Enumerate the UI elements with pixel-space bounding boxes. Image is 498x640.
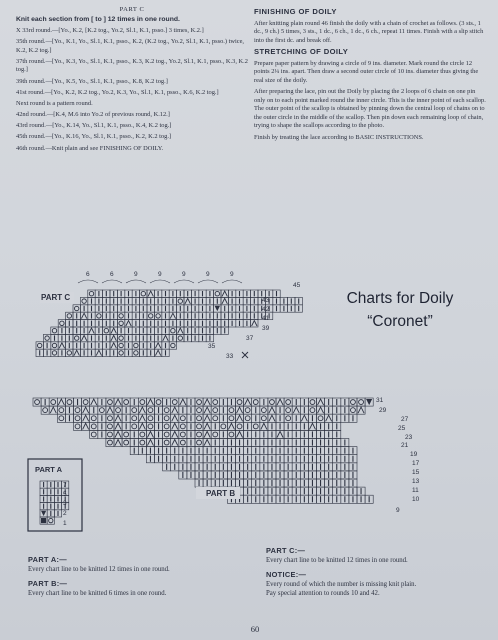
notice-line-2: Pay special attention to rounds 10 and 42. — [266, 590, 380, 597]
yarn-over-symbol — [119, 336, 123, 340]
round-39: 39th round.—[Yo., K.5, Yo., Sl.1, K.1, psso., K.8, K.2 tog.] — [16, 77, 168, 85]
yarn-over-symbol — [132, 408, 137, 413]
yarn-over-symbol — [140, 400, 145, 405]
decrease-symbol — [301, 415, 307, 421]
decrease-symbol — [293, 407, 299, 413]
decrease-symbol — [204, 415, 210, 421]
yarn-over-symbol — [253, 424, 258, 429]
decrease-symbol — [222, 291, 227, 296]
part-b-row-number: 11 — [412, 487, 419, 494]
yarn-over-symbol — [213, 416, 218, 421]
yarn-over-symbol — [171, 328, 175, 332]
round-46: 46th round.—Knit plain and see FINISHING OF DOILY. — [16, 144, 164, 152]
yarn-over-symbol — [43, 408, 48, 413]
yarn-over-symbol — [237, 400, 242, 405]
part-a-note-heading: PART A:— — [28, 555, 67, 564]
yarn-over-symbol — [197, 440, 202, 445]
yarn-over-symbol — [91, 424, 96, 429]
yarn-over-symbol — [59, 408, 64, 413]
yarn-over-symbol — [119, 321, 123, 325]
part-c-row-number: 43 — [262, 297, 270, 304]
yarn-over-symbol — [116, 408, 121, 413]
decrease-symbol — [204, 431, 210, 437]
notice-heading: NOTICE:— — [266, 570, 307, 579]
part-b-row-number: 10 — [412, 496, 420, 503]
yarn-over-symbol — [148, 424, 153, 429]
part-c-brace — [222, 280, 242, 283]
decrease-symbol — [172, 440, 178, 446]
yarn-over-symbol — [213, 432, 218, 437]
decrease-symbol — [269, 407, 275, 413]
part-b-row-number: 17 — [412, 460, 420, 467]
part-b-row-number: 13 — [412, 478, 420, 485]
yarn-over-symbol — [197, 424, 202, 429]
yarn-over-symbol — [156, 400, 161, 405]
round-45: 45th round.—[Yo., K.16, Yo., Sl.1, K.1, psso., K.2, K.2 tog.] — [16, 133, 172, 141]
yarn-over-symbol — [67, 400, 72, 405]
decrease-symbol — [115, 423, 121, 429]
part-c-brace — [78, 280, 98, 283]
part-b-row-number: 29 — [379, 407, 387, 414]
decrease-symbol — [204, 423, 210, 429]
page-number: 60 — [250, 624, 260, 634]
part-b-row-number: 27 — [401, 416, 409, 423]
yarn-over-symbol — [197, 408, 202, 413]
filled-symbol — [41, 518, 46, 523]
stretching-text-1: Prepare paper pattern by drawing a circle of 9 ins. diameter. Mark round the circle 12 points 2¼ ins. apart. Then draw a second outer circle of 10 ins. diameter thus giving the real size of the doily. — [254, 59, 479, 84]
yarn-over-symbol — [286, 400, 291, 405]
round-43: 43rd round.—[Yo., K.14, Yo., Sl.1, K.1, psso., K.4, K.2 tog.] — [16, 122, 172, 130]
yarn-over-symbol — [37, 343, 41, 347]
yarn-over-symbol — [171, 343, 175, 347]
decrease-symbol — [83, 415, 89, 421]
decrease-symbol — [326, 415, 332, 421]
yarn-over-symbol — [221, 424, 226, 429]
decrease-symbol — [318, 407, 324, 413]
decrease-symbol — [83, 423, 89, 429]
yarn-over-symbol — [59, 416, 64, 421]
part-a-row-number: 2 — [63, 510, 67, 517]
part-c-brace — [102, 280, 122, 283]
yarn-over-symbol — [172, 400, 177, 405]
part-c-count: 6 — [110, 271, 114, 278]
part-b-note-heading: PART B:— — [28, 579, 68, 588]
decrease-symbol — [89, 328, 94, 333]
yarn-over-symbol — [83, 400, 88, 405]
yarn-over-symbol — [67, 314, 71, 318]
yarn-over-symbol — [75, 408, 80, 413]
decrease-symbol — [83, 407, 89, 413]
decrease-symbol — [115, 431, 121, 437]
yarn-over-symbol — [140, 432, 145, 437]
part-c-count: 9 — [158, 271, 162, 278]
yarn-over-symbol — [119, 314, 123, 318]
yarn-over-symbol — [104, 328, 108, 332]
yarn-over-symbol — [229, 416, 234, 421]
yarn-over-symbol — [229, 408, 234, 413]
decrease-symbol — [204, 399, 210, 405]
part-c-chart — [36, 271, 302, 360]
yarn-over-symbol — [164, 440, 169, 445]
decrease-symbol — [111, 335, 116, 340]
round-35: 35th round.—[Yo., K.1, Yo., Sl.1, K.1, psso., K.2, (K.2 tog., Yo.2, Sl.1, K.1, psso.) twice, K.2, K.2 tog.] — [16, 37, 245, 54]
yarn-over-symbol — [197, 416, 202, 421]
round-37: 37th round.—[Yo., K.3, Yo., Sl.1, K.1, psso., K.3, K.2 tog., Yo.2, Sl.1, K.1, psso., K.3, K.2 tog.] — [16, 57, 248, 74]
part-c-count: 9 — [134, 271, 138, 278]
decrease-symbol — [126, 321, 131, 326]
yarn-over-symbol — [197, 432, 202, 437]
decrease-symbol — [155, 350, 160, 355]
decrease-symbol — [172, 431, 178, 437]
yarn-over-symbol — [108, 432, 113, 437]
yarn-over-symbol — [89, 291, 93, 295]
yarn-over-symbol — [132, 416, 137, 421]
yarn-over-symbol — [75, 416, 80, 421]
yarn-over-symbol — [35, 400, 40, 405]
yarn-over-symbol — [52, 343, 56, 347]
notes-left — [28, 555, 248, 598]
decrease-symbol — [318, 399, 324, 405]
notice-line-1: Every round of which the number is missing knit plain. — [266, 580, 417, 588]
yarn-over-symbol — [108, 424, 113, 429]
yarn-over-symbol — [108, 400, 113, 405]
stretching-heading: STRETCHING OF DOILY — [254, 46, 349, 56]
decrease-symbol — [96, 350, 101, 355]
decrease-symbol — [172, 423, 178, 429]
yarn-over-symbol — [132, 424, 137, 429]
yarn-over-symbol — [140, 440, 145, 445]
yarn-over-symbol — [91, 432, 96, 437]
yarn-over-symbol — [156, 314, 160, 318]
yarn-over-symbol — [213, 400, 218, 405]
yarn-over-symbol — [237, 424, 242, 429]
yarn-over-symbol — [164, 432, 169, 437]
round-33: X 33rd round.—[Yo., K.2, [K.2 tog., Yo.2, Sl.1, K.1, psso.] 3 times, K.2.] — [16, 26, 204, 34]
decrease-symbol — [91, 399, 97, 405]
decrease-symbol — [147, 431, 153, 437]
decrease-symbol — [228, 423, 234, 429]
yarn-over-symbol — [318, 416, 323, 421]
decrease-symbol — [172, 415, 178, 421]
part-c-count: 9 — [182, 271, 186, 278]
yarn-over-symbol — [119, 351, 123, 355]
decrease-symbol — [115, 415, 121, 421]
yarn-over-symbol — [124, 432, 129, 437]
decrease-symbol — [277, 431, 283, 437]
next-round-note: Next round is a pattern round. — [16, 99, 93, 107]
yarn-over-symbol — [213, 408, 218, 413]
yarn-over-symbol — [49, 518, 53, 522]
yarn-over-symbol — [261, 408, 266, 413]
stretching-text-3: Finish by treating the lace according to BASIC INSTRUCTIONS. — [254, 133, 424, 141]
decrease-symbol — [170, 313, 175, 318]
yarn-over-symbol — [108, 416, 113, 421]
decrease-symbol — [58, 399, 64, 405]
yarn-over-symbol — [67, 351, 71, 355]
part-c-brace — [198, 280, 218, 283]
part-c-row-number: 45 — [293, 282, 301, 289]
decrease-symbol — [178, 328, 183, 333]
part-b-row-number: 25 — [398, 425, 406, 432]
yarn-over-symbol — [245, 416, 250, 421]
part-c-row-number: 35 — [208, 343, 216, 350]
decrease-symbol — [147, 399, 153, 405]
yarn-over-symbol — [286, 416, 291, 421]
part-b-note: Every chart line to be knitted 6 times in one round. — [28, 589, 167, 597]
yarn-over-symbol — [97, 314, 101, 318]
part-a-row-number: 5 — [63, 491, 67, 498]
part-b-row-number: 9 — [396, 507, 400, 514]
yarn-over-symbol — [148, 416, 153, 421]
decrease-symbol — [139, 423, 145, 429]
decrease-symbol — [237, 431, 243, 437]
decrease-symbol — [163, 335, 168, 340]
part-c-row-number: 42 — [262, 306, 270, 313]
decrease-symbol — [245, 399, 251, 405]
yarn-over-symbol — [52, 328, 56, 332]
yarn-over-symbol — [215, 291, 219, 295]
yarn-over-symbol — [359, 400, 364, 405]
part-c-note: Every chart line to be knitted 12 times in one round. — [266, 556, 408, 564]
finishing-text: After knitting plain round 46 finish the doily with a chain of crochet as follows. (3 sts., 1 dc., 9 ch.) 5 times, 3 sts., 1 dc., 6 ch., 1 dc., 6 ch., repeat 11 times. Finish with a slip stitch into the first dc. and break off. — [254, 19, 484, 44]
decrease-symbol — [81, 313, 86, 318]
decrease-symbol — [74, 350, 79, 355]
yarn-over-symbol — [178, 299, 182, 303]
yarn-over-symbol — [74, 336, 78, 340]
part-a-row-number: 7 — [63, 482, 67, 489]
decrease-symbol — [59, 343, 64, 348]
part-b-row-number: 23 — [405, 434, 413, 441]
yarn-over-symbol — [180, 424, 185, 429]
yarn-over-symbol — [141, 291, 145, 295]
yarn-over-symbol — [82, 299, 86, 303]
decrease-symbol — [222, 298, 227, 303]
decrease-symbol — [111, 343, 116, 348]
yarn-over-symbol — [124, 400, 129, 405]
yarn-over-symbol — [253, 400, 258, 405]
yarn-over-symbol — [124, 440, 129, 445]
yarn-over-symbol — [310, 400, 315, 405]
part-c-brace — [150, 280, 170, 283]
part-a-note: Every chart line to be knitted 12 times in one round. — [28, 565, 170, 573]
decrease-symbol — [204, 440, 210, 446]
charts-title: Charts for Doily — [346, 290, 454, 307]
part-c-row-number: 37 — [246, 335, 254, 342]
yarn-over-symbol — [45, 336, 49, 340]
yarn-over-symbol — [91, 416, 96, 421]
increase-symbol — [366, 399, 372, 405]
part-b-chart — [33, 397, 420, 514]
part-c-label: PART C — [41, 293, 71, 302]
decrease-symbol — [237, 407, 243, 413]
part-c-row-number: 39 — [262, 325, 270, 332]
decrease-symbol — [204, 407, 210, 413]
yarn-over-symbol — [164, 408, 169, 413]
yarn-over-symbol — [164, 416, 169, 421]
yarn-over-symbol — [164, 424, 169, 429]
decrease-symbol — [252, 321, 257, 326]
part-b-row-number: 31 — [376, 397, 384, 404]
decrease-symbol — [269, 415, 275, 421]
yarn-over-symbol — [60, 321, 64, 325]
yarn-over-symbol — [180, 440, 185, 445]
part-a-row-number: 3 — [63, 500, 67, 507]
round-41: 41st round.—[Yo., K.2, K.2 tog., Yo.2, K.3, Yo., Sl.1, K.1, psso., K.6, K.2 tog.] — [16, 88, 219, 96]
yarn-over-symbol — [75, 424, 80, 429]
part-c-row-number: 41 — [262, 315, 270, 322]
decrease-symbol — [111, 328, 116, 333]
yarn-over-symbol — [52, 351, 56, 355]
decrease-symbol — [172, 407, 178, 413]
notes-right — [266, 546, 488, 599]
decrease-symbol — [155, 343, 160, 348]
yarn-over-symbol — [119, 343, 123, 347]
part-c-count: 9 — [230, 271, 234, 278]
decrease-symbol — [81, 335, 86, 340]
yarn-over-symbol — [351, 408, 356, 413]
yarn-over-symbol — [180, 432, 185, 437]
part-c-count: 6 — [86, 271, 90, 278]
part-a-chart — [28, 459, 82, 531]
yarn-over-symbol — [134, 351, 138, 355]
increase-symbol — [41, 511, 46, 516]
increase-symbol — [215, 306, 220, 311]
part-b-row-number: 19 — [410, 451, 418, 458]
yarn-over-symbol — [74, 306, 78, 310]
part-a-row-number: 1 — [63, 520, 67, 527]
yarn-over-symbol — [261, 416, 266, 421]
yarn-over-symbol — [270, 400, 275, 405]
yarn-over-symbol — [99, 408, 104, 413]
decrease-symbol — [50, 407, 56, 413]
yarn-over-symbol — [134, 343, 138, 347]
yarn-over-symbol — [310, 408, 315, 413]
yarn-over-symbol — [108, 440, 113, 445]
yarn-over-symbol — [148, 408, 153, 413]
decrease-symbol — [107, 407, 113, 413]
decrease-symbol — [139, 407, 145, 413]
part-c-intro: Knit each section from [ to ] 12 times in one round. — [16, 15, 180, 23]
decrease-symbol — [185, 298, 190, 303]
part-b-label: PART B — [206, 489, 236, 498]
yarn-over-symbol — [180, 416, 185, 421]
yarn-over-symbol — [148, 314, 152, 318]
yarn-over-symbol — [197, 400, 202, 405]
part-c-heading: PART C — [119, 6, 145, 13]
decrease-symbol — [237, 415, 243, 421]
decrease-symbol — [115, 399, 121, 405]
part-a-label: PART A — [35, 465, 63, 474]
part-c-note-heading: PART C:— — [266, 546, 306, 555]
finishing-heading: FINISHING OF DOILY — [254, 7, 337, 16]
yarn-over-symbol — [178, 336, 182, 340]
decrease-symbol — [358, 407, 364, 413]
decrease-symbol — [309, 423, 315, 429]
round-42: 42nd round.—[K.4, M.6 into Yo.2 of previous round, K.12.] — [16, 111, 170, 119]
stretching-text-2: After preparing the lace, pin out the Doily by placing the 2 loops of 6 chain on one pin only on to each point marked round the inner circle. This is the inner point of each scallop. The outer point of the scallop is obtained by pinning down the central loop of chains on to the outer circle in the middle of the scallop. Then pin down each remaining loop of chain, trying to shape the scallops according to the photo. — [254, 87, 486, 130]
charts-subtitle: “Coronet” — [367, 313, 433, 330]
yarn-over-symbol — [229, 432, 234, 437]
part-c-brace — [126, 280, 146, 283]
yarn-over-symbol — [286, 408, 291, 413]
yarn-over-symbol — [245, 408, 250, 413]
decrease-symbol — [180, 399, 186, 405]
part-c-row-number: 33 — [226, 353, 234, 360]
yarn-over-symbol — [51, 400, 56, 405]
decrease-symbol — [277, 399, 283, 405]
part-c-brace — [174, 280, 194, 283]
part-c-count: 9 — [206, 271, 210, 278]
part-b-row-number: 15 — [412, 469, 420, 476]
decrease-symbol — [139, 415, 145, 421]
decrease-symbol — [148, 291, 153, 296]
yarn-over-symbol — [351, 400, 356, 405]
decrease-symbol — [147, 440, 153, 446]
decrease-symbol — [261, 423, 267, 429]
decrease-symbol — [115, 440, 121, 446]
part-b-row-number: 21 — [401, 442, 409, 449]
